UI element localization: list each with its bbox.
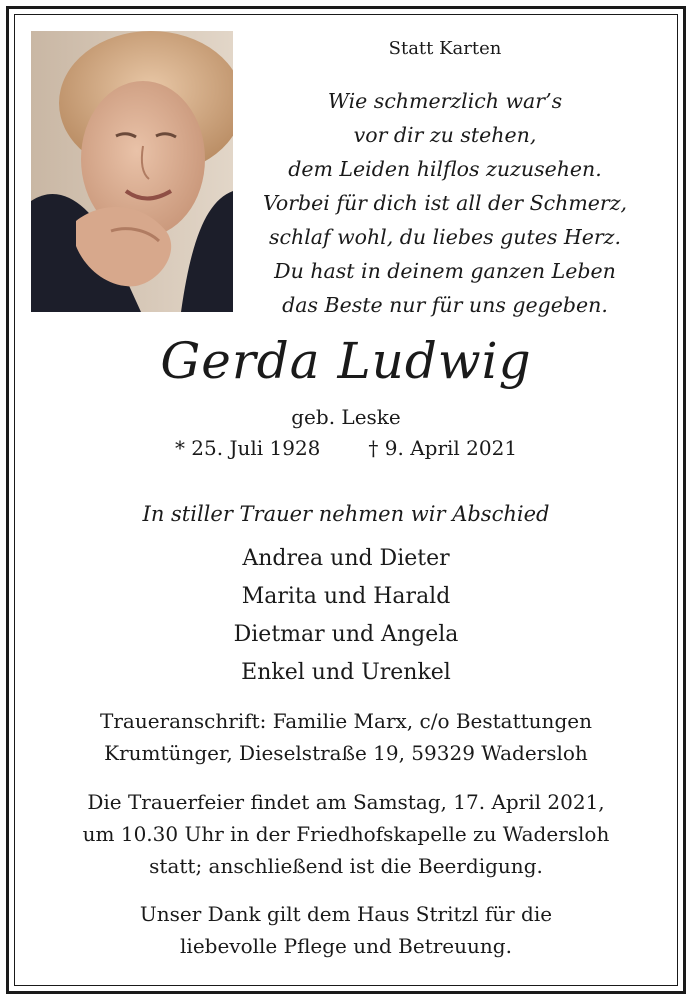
portrait-photo (31, 31, 233, 312)
birth-date: * 25. Juli 1928 (174, 436, 321, 460)
poem-line: Vorbei für dich ist all der Schmerz, (262, 191, 628, 215)
family-member: Andrea und Dieter (242, 546, 450, 571)
mourning-line: In stiller Trauer nehmen wir Abschied (142, 502, 550, 526)
poem-line: schlaf wohl, du liebes gutes Herz. (268, 225, 621, 249)
thanks-line: liebevolle Pflege und Betreuung. (180, 934, 512, 958)
thanks-note (20, 898, 672, 962)
address-line: Krumtünger, Dieselstraße 19, 59329 Wadersloh (104, 741, 588, 765)
family-list (30, 540, 662, 692)
thanks-line: Unser Dank gilt dem Haus Stritzl für die (139, 902, 553, 926)
poem-line: Du hast in deinem ganzen Leben (274, 259, 616, 283)
family-member: Marita und Harald (241, 584, 451, 609)
poem (240, 84, 650, 322)
poem-line: dem Leiden hilflos zuzusehen. (288, 157, 602, 181)
ceremony-line: um 10.30 Uhr in der Friedhofskapelle zu Wadersloh (82, 822, 610, 846)
poem-line: das Beste nur für uns gegeben. (282, 293, 608, 317)
family-member: Dietmar und Angela (233, 622, 459, 647)
life-dates (30, 436, 662, 460)
poem-line: vor dir zu stehen, (353, 123, 537, 147)
death-date: † 9. April 2021 (368, 436, 518, 460)
address-line: Traueranschrift: Familie Marx, c/o Bestattungen (100, 709, 592, 733)
family-member: Enkel und Urenkel (241, 660, 451, 685)
deceased-name: Gerda Ludwig (160, 332, 532, 390)
ceremony-info (20, 786, 672, 882)
poem-line: Wie schmerzlich war’s (327, 89, 563, 113)
mourning-address (20, 705, 672, 769)
intro-line: Statt Karten (388, 38, 502, 59)
ceremony-line: statt; anschließend ist die Beerdigung. (149, 854, 543, 878)
ceremony-line: Die Trauerfeier findet am Samstag, 17. April 2021, (87, 790, 605, 814)
birth-name: geb. Leske (291, 405, 401, 429)
